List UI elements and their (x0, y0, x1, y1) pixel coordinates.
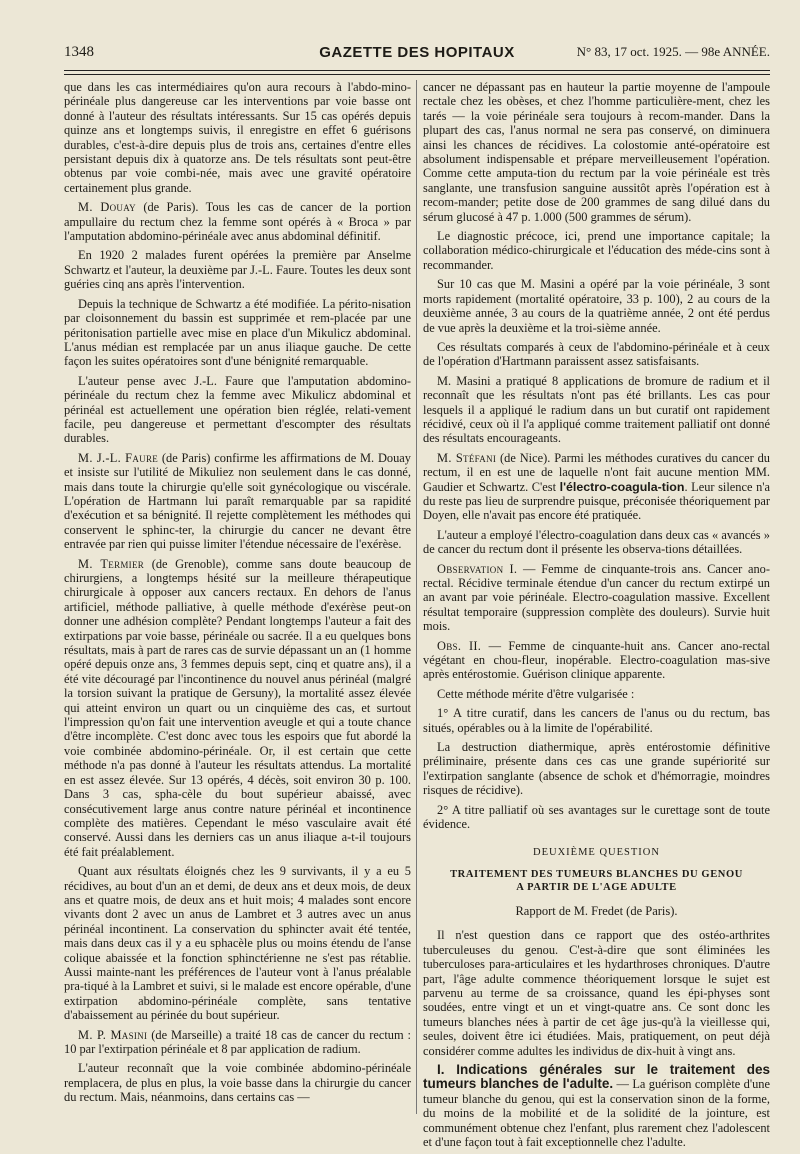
paragraph-text: (de Paris) confirme les affirmations de M. Douay et insiste sur l'utilité de Mikuliez non seulement dans le cas donné, mais dans toute la chirurgie qu'elle soit gynécologique ou viscérale. L'opération de Hartmann lui paraît remarquable par sa rapidité d'exécution et sa bénignité. Il rejette complètement les méthodes qui conservent le sphinc-ter, la chirurgie du cancer ne devant être entravée par rien qui puisse limiter l'étendue nécessaire de l'exérèse. (64, 450, 411, 552)
header-rule-thin (64, 74, 770, 75)
paragraph-text: — La guérison complète d'une tumeur blanche du genou, qui est la conservation sinon de la forme, du moins de la mobilité et de la solidité de la jointure, est communément obtenue chez l'enfant, plus rarement chez l'adolescent et d'une façon tout à fait exceptionnelle chez l'adulte. (423, 1077, 770, 1149)
speaker-name: M. J.-L. Faure (78, 450, 159, 465)
paragraph (423, 562, 770, 634)
paragraph (423, 639, 770, 682)
section-title: DEUXIÈME QUESTION (533, 846, 660, 858)
speaker-name: M. Termier (78, 556, 145, 571)
left-column (64, 80, 411, 1110)
paragraph-text: (de Grenoble), comme sans doute beaucoup de chirurgiens, a longtemps hésité sur la meilleure thérapeutique chirurgicale à opposer aux cancers rectaux. En dehors de l'anus artificiel, méthode palliative, à quelle méthode d'exérèse peut-on donner une adhésion complète? Pendant longtemps l'auteur a fait des extirpations par voie basse, périnéale ou sacrée. Il a eu quelques bons résultats, mais à part de rares cas de survie dépassant un an (1 homme opéré depuis onze ans, 3 femmes depuis sept, cinq et quatre ans), il a été vite découragé par l'incontinence du nouvel anus périnéal (malgré la torsion suivant la pratique de Gersuny), la mortalité assez élevée qui atteint environ un quart ou un cinquième des cas, et surtout l'impression qu'on fait une intervention aveugle et qui a toute chance d'être incomplète. C'est donc avec tous les espoirs que fut abordé la voie combinée abdomino-périnéale. Or, il est certain que cette méthode n'a pas donné à l'auteur les résultats attendus. La mortalité en est assez élevée. Sur 13 opérés, 4 décès, soit environ 30 p. 100. Dans 3 cas, spha-cèle du bout supérieur abaissé, avec consécutivement large anus contre nature périnéal et incontinence complète des matières. Cependant le méso vasculaire avait été conservé. Aussi dans les derniers cas un anus iliaque a-t-il toujours été fait préalablement. (64, 556, 411, 859)
issue-info: N° 83, 17 oct. 1925. — 98e ANNÉE. (576, 44, 770, 59)
page-number: 1348 (64, 44, 94, 60)
paragraph: L'auteur reconnaît que la voie combinée abdomino-périnéale remplacera, de plus en plus, la voie basse dans la chirurgie du cancer du rectum. Mais, néanmoins, dans certains cas — (64, 1061, 411, 1105)
paragraph: Il n'est question dans ce rapport que des ostéo-arthrites tuberculeuses du genou. C'est-à-dire que sont éliminées les tuberculoses para-articulaires et les hydarthroses chroniques. D'autre part, l'âge adulte commence théoriquement lorsque le sujet est parvenu au terme de sa croissance, quand les épi-physes sont soudées, entre vingt et un et vingt-quatre ans. Ce sont donc les tumeurs blanches nées à partir de cet âge jus-qu'à la vieillesse qui, seules, doivent être ici étudiées. Mais, pratiquement, on peut déjà considérer comme adultes les individus de dix-huit à vingt ans. (423, 928, 770, 1058)
report-title-line: TRAITEMENT DES TUMEURS BLANCHES DU GENOU (450, 868, 743, 880)
paragraph-text: — Femme de cinquante-huit ans. Cancer ano-rectal végétant en chou-fleur, inopérable. Electro-coagulation mas-sive après entérostomie. Guérison clinique apparente. (423, 638, 770, 682)
report-title-line: A PARTIR DE L'AGE ADULTE (516, 881, 677, 893)
observation-label: Observation I. (437, 561, 518, 576)
report-author: Rapport de M. Fredet (de Paris). (515, 903, 678, 918)
paragraph (64, 557, 411, 860)
paragraph-text: (de Paris). Tous les cas de cancer de la portion ampullaire du rectum chez la femme sont opérés à « Broca » par l'amputation abdomino-périnéale avec anus abdominal définitif. (64, 200, 411, 244)
paragraph: L'auteur pense avec J.-L. Faure que l'amputation abdomino-périnéale du rectum chez la femme avec Mikulicz abdominal et périnéal est actuellement une opération bien réglée, relati-vement facile, peu dangereuse et permettant d'escompter des résultats durables. (64, 373, 411, 446)
paragraph-text: (de Nice). Parmi les méthodes curatives du cancer du rectum, il en est une de laquelle n'ont fait aucune mention MM. Gaudier et Schwartz. C'est (423, 450, 770, 494)
subsection-title: I. Indications générales sur le traitement des tumeurs blanches de l'adulte. (423, 1061, 770, 1092)
paragraph: En 1920 2 malades furent opérées la première par Anselme Schwartz et l'auteur, la deuxième par J.-L. Faure. Toutes les deux sont guéries cinq ans après l'intervention. (64, 248, 411, 292)
column-separator (416, 80, 417, 1114)
paragraph: cancer ne dépassant pas en hauteur la partie moyenne de l'ampoule rectale chez les obèses, et chez l'homme particulière-ment, chez les tarés — la voie périnéale sera toujours à recom-mander. Dans la plupart des cas, l'anus normal ne sera pas conservé, on diminuera ainsi les chances de récidives. La colostomie anté-opératoire est absolument indispensable et prépare merveilleusement l'opération. Comme cette amputa-tion du rectum par la voie périnéale est très sanglante, une transfusion sanguine aussitôt après l'opération est à recom-mander; petite dose de 200 grammes de sang dilué dans du sérum glucosé à 47 p. 1.000 (500 grammes de sérum). (423, 80, 770, 224)
paragraph-text: . Leur silence n'a du reste pas lieu de surprendre puisque, préconisée théoriquement par Doyen, elle n'avait pas encore été pratiquée. (423, 479, 771, 523)
paragraph (64, 1028, 411, 1057)
right-column (423, 80, 770, 1154)
paragraph (64, 451, 411, 552)
paragraph (423, 1063, 770, 1149)
observation-label: Obs. II. (437, 638, 482, 653)
paragraph-text: — Femme de cinquante-trois ans. Cancer ano-rectal. Récidive terminale étendue d'un cancer du rectum extirpé un an avant par voie périnéale. Electro-coagulation massive. Excellent résultat temporaire (suppression complète des douleurs). Survie huit mois. (423, 561, 770, 634)
paragraph: Ces résultats comparés à ceux de l'abdomino-périnéale et à ceux de l'opération d'Hartmann paraissent assez satisfaisants. (423, 339, 770, 369)
paragraph (423, 451, 770, 523)
paragraph: L'auteur a employé l'électro-coagulation dans deux cas « avancés » de cancer du rectum dont il présente les observa-tions détaillées. (423, 527, 770, 557)
speaker-name: M. Douay (78, 200, 136, 215)
speaker-name: M. P. Masini (78, 1027, 148, 1042)
report-title (423, 868, 770, 894)
journal-title: GAZETTE DES HOPITAUX (319, 44, 515, 61)
paragraph: 1° A titre curatif, dans les cancers de l'anus ou du rectum, bas situés, opérables ou à la limite de l'opérabilité. (423, 706, 770, 735)
paragraph: Cette méthode mérite d'être vulgarisée : (437, 686, 635, 701)
paragraph: Quant aux résultats éloignés chez les 9 survivants, il y a eu 5 récidives, au bout d'un an et demi, de deux ans et deux mois, de deux ans et quatre mois, de deux ans et huit mois; 4 malades sont encore vivants dont 2 avec un anus de Lambret et 3 autres avec un anus périnéal incontinent. La conservation du sphincter avait été tentée, mais dans deux cas il y a eu sphacèle plus ou moins étendu de l'anse colique abaissée et la fonction sphinctérienne ne s'est pas rétablie. Aussi mainte-nant les préférences de l'auteur vont à l'anus préalable pra-tiqué à la Lambret et suivi, si le malade est encore opérable, d'une extirpation abdomino-périnéale complète, sans tentative d'abaissement au périnée du bout supérieur. (64, 864, 411, 1023)
paragraph: La destruction diathermique, après entérostomie définitive préliminaire, présente dans ces cas une grande supériorité sur l'extirpation sanglante (absence de schok et d'hémorragie, moindres risques de récidive). (423, 740, 770, 798)
paragraph: Le diagnostic précoce, ici, prend une importance capitale; la collaboration médico-chirurgicale et l'éducation des méde-cins sont à recommander. (423, 229, 770, 272)
paragraph: que dans les cas intermédiaires qu'on aura recours à l'abdo-mino-périnéale plus dangereuse car les interventions par voie basse ont donné à l'auteur des résultats intéressants. Sur 15 cas opérés depuis quinze ans et longtemps suivis, il enregistre en effet 6 guérisons durables, c'est-à-dire depuis plus de trois ans, certaines d'entre elles persistant depuis dix à quatorze ans. De tels résultats sont peut-être obtenus par voie combi-née, mais avec une gravité opératoire certainement plus grande. (64, 80, 411, 195)
page-header (64, 44, 770, 64)
paragraph (64, 200, 411, 243)
bold-term: l'électro-coagula-tion (559, 479, 685, 494)
paragraph: M. Masini a pratiqué 8 applications de bromure de radium et il reconnaît que les résultats n'ont pas été brillants. Les cas pour lesquels il a appliqué le radium dans un but curatif ont rapidement récidivé, ceux où il l'a appliqué comme traitement palliatif ont donné des résultats encourageants. (423, 373, 770, 446)
paragraph: Depuis la technique de Schwartz a été modifiée. La périto-nisation par cloisonnement du bassin est supprimée et rem-placée par une péritonisation partielle avec mise en place d'un Mikulicz abdominal. L'anus médian est remplacée par un anus iliaque gauche. De cette façon les suites opératoires sont d'une bénignité remarquable. (64, 296, 411, 369)
speaker-name: M. Stéfani (437, 450, 497, 465)
paragraph: 2° A titre palliatif où ses avantages sur le curettage sont de toute évidence. (423, 802, 770, 832)
paragraph-text: (de Marseille) a traité 18 cas de cancer du rectum : 10 par l'extirpation périnéale et 8 par application de radium. (64, 1027, 411, 1056)
header-rule-thick (64, 70, 770, 71)
paragraph: Sur 10 cas que M. Masini a opéré par la voie périnéale, 3 sont morts rapidement (mortalité opératoire, 33 p. 100), 2 au cours de la deuxième année, 3 au cours de la quatrième année, 2 ont été perdus de vue après la deuxième et la troi-sième année. (423, 277, 770, 335)
